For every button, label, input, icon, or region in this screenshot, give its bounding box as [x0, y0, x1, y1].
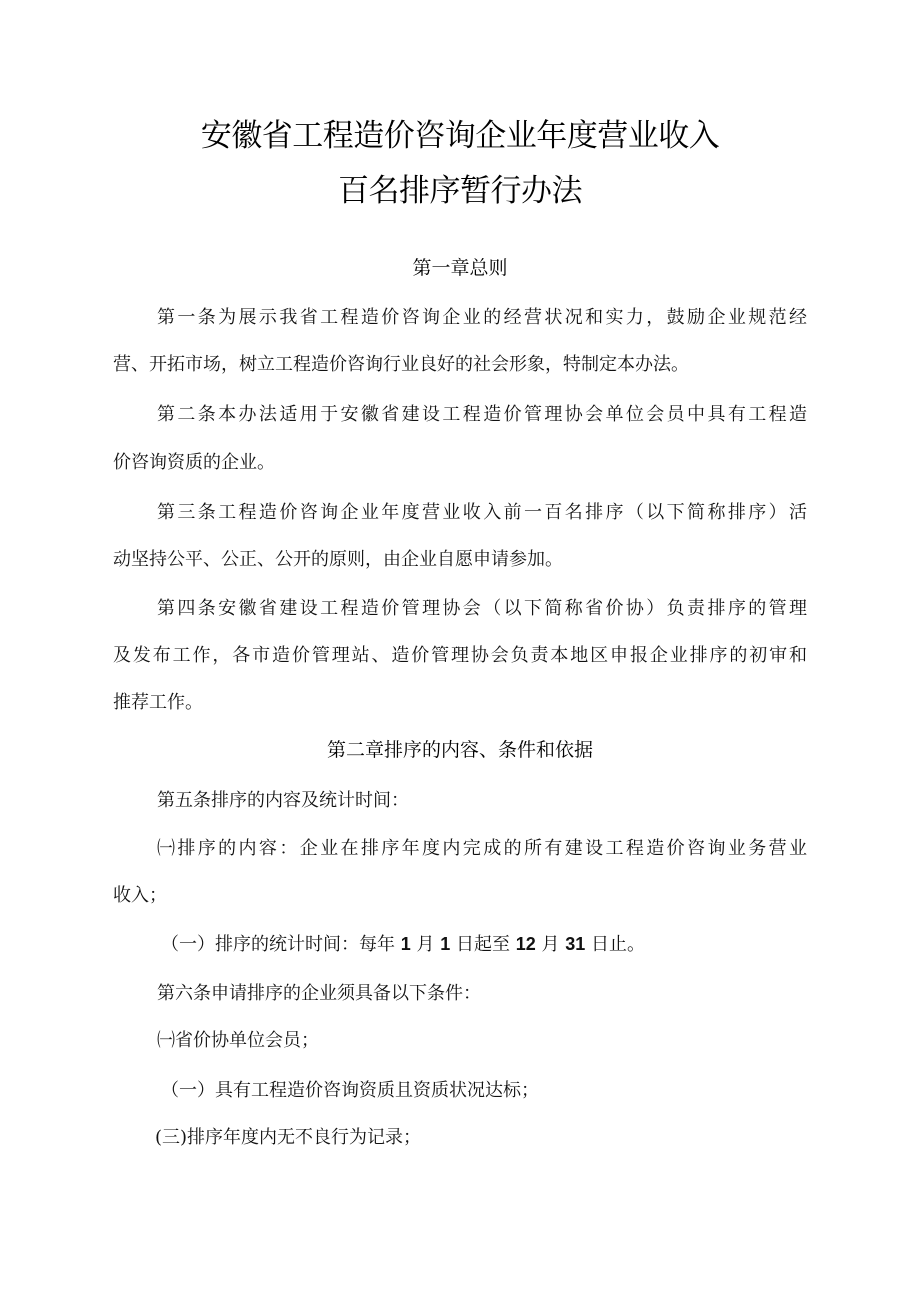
month-label-1: 月 — [416, 934, 435, 955]
article-6-item-2: （一）具有工程造价咨询资质且资质状况达标； — [161, 1080, 539, 1101]
article-1-line-1: 第一条为展示我省工程造价咨询企业的经营状况和实力，鼓励企业规范经 — [157, 307, 807, 328]
article-3-line-2: 动坚持公平、公正、公开的原则，由企业自愿申请参加。 — [113, 549, 563, 570]
article-6-intro: 第六条申请排序的企业须具备以下条件： — [157, 983, 481, 1004]
start-month-number: 1 — [400, 934, 411, 954]
article-2-line-2: 价咨询资质的企业。 — [113, 452, 275, 473]
chapter-1-heading: 第一章总则 — [412, 257, 508, 279]
article-5-item-1-line-2: 收入； — [113, 885, 167, 906]
article-5-intro: 第五条排序的内容及统计时间： — [157, 790, 409, 811]
chapter-2-heading: 第二章排序的内容、条件和依据 — [326, 739, 593, 761]
article-6-item-3: (三)排序年度内无不良行为记录； — [155, 1127, 422, 1148]
end-day-number: 31 — [565, 934, 586, 954]
day-until-label: 日起至 — [455, 934, 510, 955]
article-5-item-2 — [161, 931, 645, 958]
article-4-line-3: 推荐工作。 — [113, 692, 203, 713]
start-day-number: 1 — [440, 934, 451, 954]
article-5-item-1-line-1: ㈠排序的内容：企业在排序年度内完成的所有建设工程造价咨询业务营业 — [157, 838, 807, 859]
article-3-line-1: 第三条工程造价咨询企业年度营业收入前一百名排序（以下简称排序）活 — [157, 502, 807, 523]
article-4-line-2: 及发布工作，各市造价管理站、造价管理协会负责本地区申报企业排序的初审和 — [113, 645, 807, 666]
month-label-2: 月 — [541, 934, 560, 955]
end-month-number: 12 — [515, 934, 536, 954]
article-6-item-1: ㈠省价协单位会员； — [157, 1030, 319, 1051]
article-2-line-1: 第二条本办法适用于安徽省建设工程造价管理协会单位会员中具有工程造 — [157, 404, 807, 425]
document-title-line-1: 安徽省工程造价咨询企业年度营业收入 — [200, 118, 720, 154]
day-end-label: 日止。 — [590, 934, 645, 955]
article-1-line-2: 营、开拓市场，树立工程造价咨询行业良好的社会形象，特制定本办法。 — [113, 354, 689, 375]
article-4-line-1: 第四条安徽省建设工程造价管理协会（以下简称省价协）负责排序的管理 — [157, 598, 807, 619]
article-5-item-2-prefix: （一）排序的统计时间：每年 — [161, 934, 395, 955]
document-title-line-2: 百名排序暂行办法 — [338, 173, 582, 209]
